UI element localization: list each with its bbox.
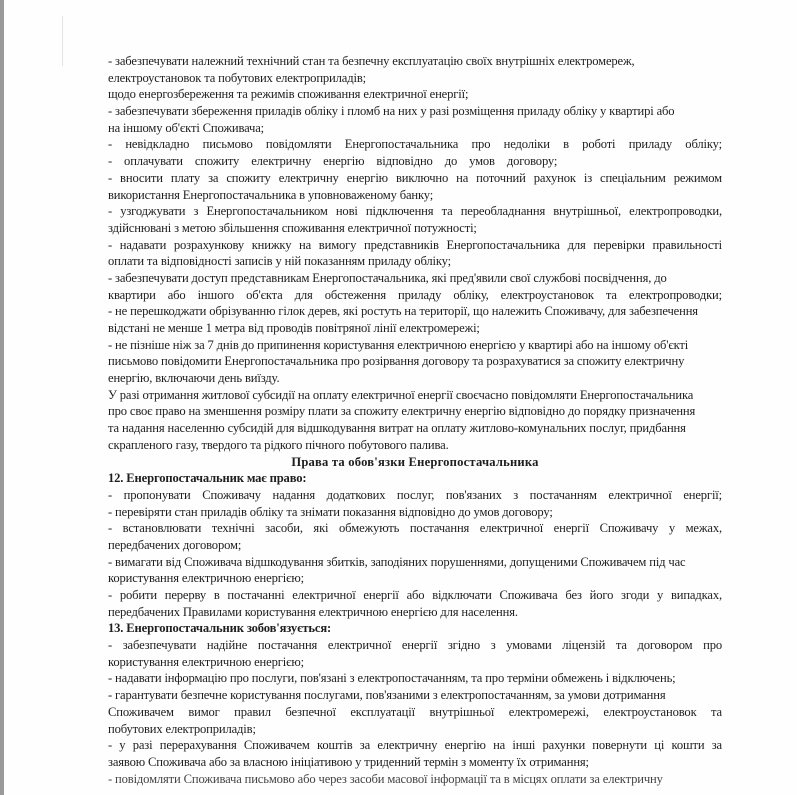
text-line: передбачених Правилами користування електричною енергією для населення. xyxy=(108,604,518,619)
text-line: Споживачем вимог правил безпечної експлуатації внутрішньої електромережі, електроустановок та xyxy=(108,704,722,719)
scan-artifact xyxy=(62,16,63,66)
text-line: - повідомляти Споживача письмово або через засоби масової інформації та в місцях оплати за електричну xyxy=(108,771,663,786)
text-line: скрапленого газу, твердого та рідкого пічного побутового палива. xyxy=(108,437,449,452)
text-line: - робити перерву в постачанні електричної енергії або відключати Споживача без його згоди у випадках, xyxy=(108,588,722,602)
text-line: на іншому об'єкті Споживача; xyxy=(108,120,265,135)
text-line: - забезпечувати надійне постачання електричної енергії згідно з умовами ліцензій та договором про xyxy=(108,638,722,653)
text-line: - вимагати від Споживача відшкодування збитків, заподіяних порушеннями, допущеними Споживачем під час xyxy=(108,554,686,569)
clause-title: 13. Енергопостачальник зобов'язується: xyxy=(108,621,332,636)
text-line: використання Енергопостачальника в уповноваженому банку; xyxy=(108,187,434,202)
text-line: відстані не менше 1 метра від проводів повітряної лінії електромережі; xyxy=(108,321,480,335)
document-body xyxy=(108,53,722,787)
text-line: - оплачувати спожиту електричну енергію відповідно до умов договору; xyxy=(108,154,558,169)
text-line: та надання населенню субсидій для відшкодування витрат на оплату житлово-комунальних послуг, придбання xyxy=(108,421,686,436)
text-line: електроустановок та побутових електроприладів; xyxy=(108,70,366,85)
text-line: - у разі перерахування Споживачем коштів за електричну енергію на інші рахунки повернути ці кошти за xyxy=(108,738,722,753)
clause-title: 12. Енергопостачальник має право: xyxy=(108,471,307,486)
text-line: - не пізніше ніж за 7 днів до припинення користування електричною енергією у квартирі або на іншому об'єкті xyxy=(108,337,689,352)
text-line: - вносити плату за спожиту електричну енергію виключно на поточний рахунок із спеціальним режимом xyxy=(108,170,722,185)
text-line: - гарантувати безпечне користування послугами, пов'язаними з електропостачанням, за умови дотримання xyxy=(108,688,666,703)
text-line: - не перешкоджати обрізуванню гілок дерев, які ростуть на території, що належить Споживачу, для забезпечення xyxy=(108,304,698,319)
text-line: - забезпечувати доступ представникам Енергопостачальника, які пред'явили свої службові посвідчення, до xyxy=(108,270,667,285)
text-line: - забезпечувати належний технічний стан та безпечну експлуатацію своїх внутрішніх електромереж, xyxy=(108,54,635,68)
text-line: користування електричною енергією; xyxy=(108,654,304,669)
text-line: побутових електроприладів; xyxy=(108,721,256,736)
text-line: про своє право на зменшення розміру плати за спожиту електричну енергію відповідно до порядку призначення xyxy=(108,404,696,419)
text-line: користування електричною енергією; xyxy=(108,571,304,586)
text-line: - надавати розрахункову книжку на вимогу представників Енергопостачальника для перевірки правильності xyxy=(108,237,722,252)
text-line: - пропонувати Споживачу надання додаткових послуг, пов'язаних з постачанням електричної енергії; xyxy=(108,487,722,502)
text-line: - невідкладно письмово повідомляти Енергопостачальника про недоліки в роботі приладу обліку; xyxy=(108,137,722,152)
text-line: письмово повідомити Енергопостачальника про розірвання договору та розрахуватися за спожиту електричну xyxy=(108,354,685,369)
text-line: передбачених договором; xyxy=(108,537,242,552)
text-line: - встановлювати технічні засоби, які обмежують постачання електричної енергії Споживачу у межах, xyxy=(108,521,722,536)
text-line: здійснювані з метою збільшення споживання електричної потужності; xyxy=(108,220,477,235)
text-line: енергію, включаючи день виїзду. xyxy=(108,371,280,386)
text-line: оплати та відповідності записів у ній показанням приладу обліку; xyxy=(108,254,451,269)
text-line: щодо енергозбереження та режимів споживання електричної енергії; xyxy=(108,87,469,102)
section-heading: Права та обов'язки Енергопостачальника xyxy=(291,454,539,469)
text-line: У разі отримання житлової субсидії на оплату електричної енергії своєчасно повідомляти Енергопостачальника xyxy=(108,387,694,402)
text-line: заявою Споживача або за власною ініціативою у триденний термін з моменту їх отримання; xyxy=(108,754,589,769)
text-line: - узгоджувати з Енергопостачальником нові підключення та переобладнання внутрішньої, електропроводки, xyxy=(108,204,722,219)
text-line: - забезпечувати збереження приладів обліку і пломб на них у разі розміщення приладу обліку у квартирі або xyxy=(108,104,675,119)
text-line: квартири або іншого об'єкта для обстеження приладу обліку, електроустановок та електропроводки; xyxy=(108,287,722,302)
text-line: - перевіряти стан приладів обліку та знімати показання відповідно до умов договору; xyxy=(108,504,553,519)
text-line: - надавати інформацію про послуги, пов'язані з електропостачанням, та про терміни обмежень і відключень; xyxy=(108,671,676,686)
